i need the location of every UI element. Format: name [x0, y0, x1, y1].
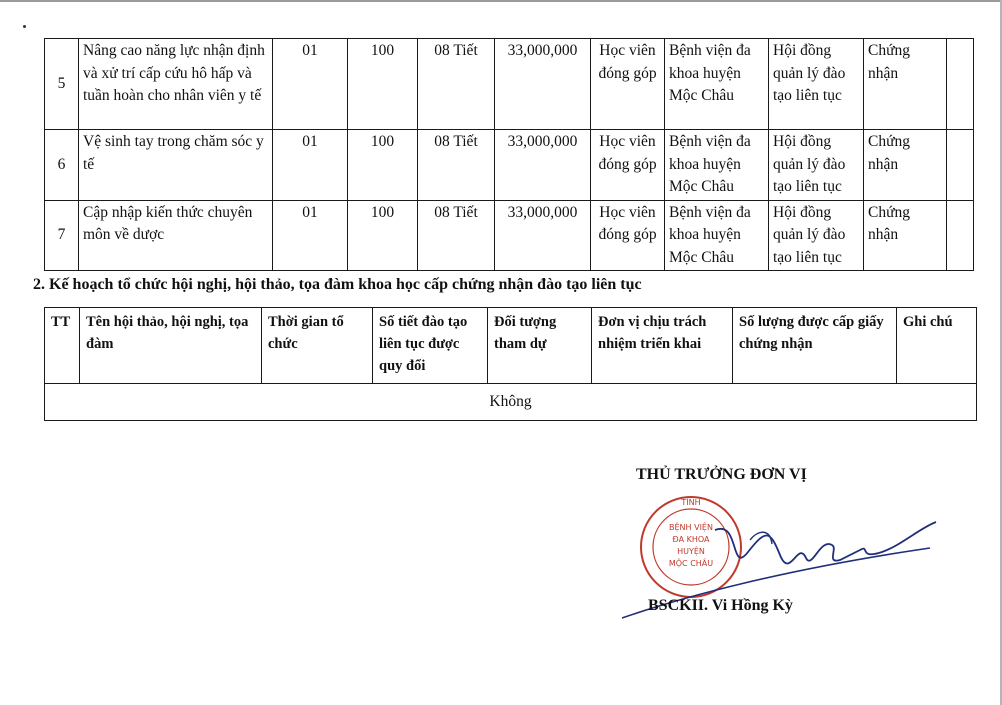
cost: 33,000,000: [495, 130, 591, 201]
empty-cell: [947, 130, 974, 201]
svg-text:BỆNH VIỆN: BỆNH VIỆN: [669, 523, 713, 532]
svg-text:TỈNH: TỈNH: [681, 498, 701, 507]
empty-cell: [947, 39, 974, 130]
cost: 33,000,000: [495, 200, 591, 271]
header-credit-periods: Số tiết đào tạo liên tục được quy đổi: [373, 308, 488, 384]
page-top-edge: [0, 0, 1002, 2]
header-time: Thời gian tổ chức: [262, 308, 373, 384]
header-responsible-unit: Đơn vị chịu trách nhiệm triển khai: [592, 308, 733, 384]
course-name: Vệ sinh tay trong chăm sóc y tế: [79, 130, 273, 201]
funding-source: Học viên đóng góp: [591, 130, 665, 201]
row-number: 5: [45, 39, 79, 130]
header-notes: Ghi chú: [897, 308, 977, 384]
table-row: [45, 200, 974, 271]
svg-text:MỘC CHÂU: MỘC CHÂU: [668, 559, 714, 568]
table-row: [45, 130, 974, 201]
course-name: Nâng cao năng lực nhận định và xử trí cấp cứu hô hấp và tuần hoàn cho nhân viên y tế: [79, 39, 273, 130]
training-plan-table: [44, 38, 974, 271]
certificate-type: Chứng nhận: [864, 200, 947, 271]
svg-text:HUYỆN: HUYỆN: [677, 547, 705, 556]
period-count: 08 Tiết: [418, 39, 495, 130]
header-tt: TT: [45, 308, 80, 384]
managing-body: Hội đồng quản lý đào tạo liên tục: [769, 39, 864, 130]
funding-source: Học viên đóng góp: [591, 39, 665, 130]
row-number: 6: [45, 130, 79, 201]
signature-title: THỦ TRƯỞNG ĐƠN VỊ: [636, 466, 807, 483]
venue: Bệnh viện đa khoa huyện Mộc Châu: [665, 200, 769, 271]
page-dot: [23, 25, 26, 28]
table-row: [45, 384, 977, 421]
managing-body: Hội đồng quản lý đào tạo liên tục: [769, 200, 864, 271]
student-count: 100: [348, 130, 418, 201]
student-count: 100: [348, 39, 418, 130]
managing-body: Hội đồng quản lý đào tạo liên tục: [769, 130, 864, 201]
course-name: Cập nhập kiến thức chuyên môn về dược: [79, 200, 273, 271]
table-row: [45, 39, 974, 130]
empty-row-text: Không: [45, 384, 977, 421]
header-event-name: Tên hội thảo, hội nghị, tọa đàm: [80, 308, 262, 384]
venue: Bệnh viện đa khoa huyện Mộc Châu: [665, 39, 769, 130]
header-certificate-count: Số lượng được cấp giấy chứng nhận: [733, 308, 897, 384]
period-count: 08 Tiết: [418, 130, 495, 201]
class-count: 01: [273, 39, 348, 130]
empty-cell: [947, 200, 974, 271]
certificate-type: Chứng nhận: [864, 39, 947, 130]
svg-text:ĐA KHOA: ĐA KHOA: [672, 535, 710, 544]
conference-plan-table: [44, 307, 977, 421]
table-header-row: [45, 308, 977, 384]
funding-source: Học viên đóng góp: [591, 200, 665, 271]
student-count: 100: [348, 200, 418, 271]
section-2-title: 2. Kế hoạch tổ chức hội nghị, hội thảo, tọa đàm khoa học cấp chứng nhận đào tạo liên tục: [33, 276, 642, 293]
certificate-type: Chứng nhận: [864, 130, 947, 201]
cost: 33,000,000: [495, 39, 591, 130]
class-count: 01: [273, 130, 348, 201]
venue: Bệnh viện đa khoa huyện Mộc Châu: [665, 130, 769, 201]
header-participants: Đối tượng tham dự: [488, 308, 592, 384]
signer-name: BSCKII. Vi Hồng Kỳ: [648, 597, 793, 614]
period-count: 08 Tiết: [418, 200, 495, 271]
class-count: 01: [273, 200, 348, 271]
row-number: 7: [45, 200, 79, 271]
